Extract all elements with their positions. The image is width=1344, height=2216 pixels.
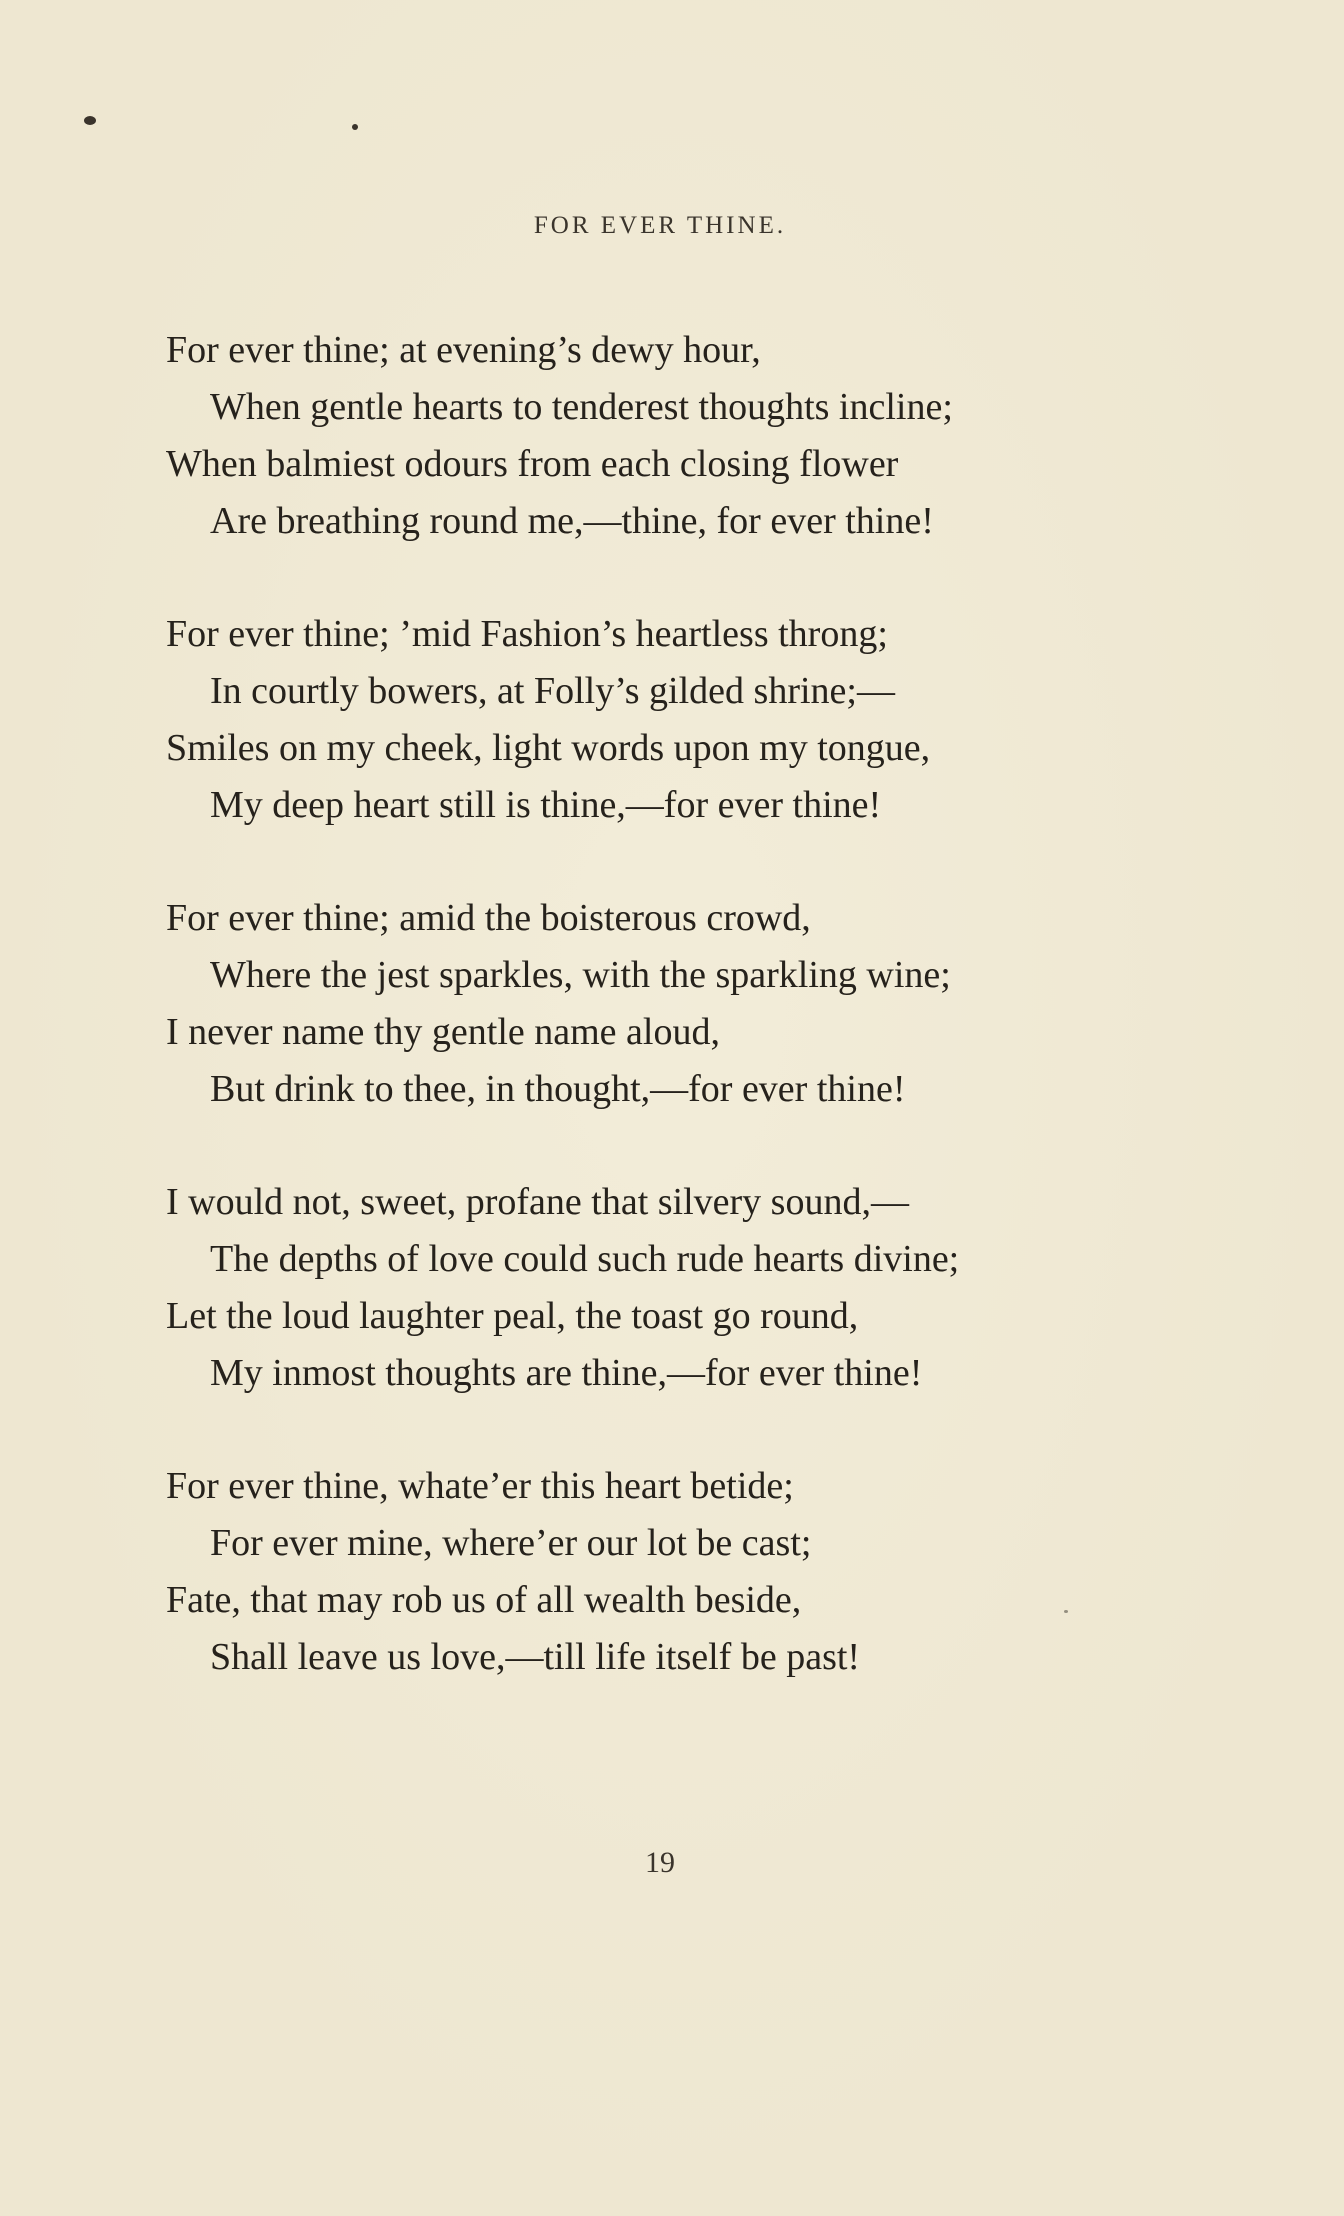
page-number: 19 bbox=[645, 1846, 675, 1879]
poem-line: My deep heart still is thine,—for ever thine! bbox=[210, 784, 882, 826]
poem-line: Smiles on my cheek, light words upon my tongue, bbox=[166, 727, 931, 769]
poem-line: Where the jest sparkles, with the sparkling wine; bbox=[210, 954, 951, 996]
poem-line: In courtly bowers, at Folly’s gilded shrine;— bbox=[210, 670, 895, 712]
poem-line: For ever thine; amid the boisterous crowd, bbox=[166, 897, 811, 939]
poem-line: Shall leave us love,—till life itself be past! bbox=[210, 1636, 861, 1678]
stanza-1 bbox=[166, 322, 1286, 550]
stanza-2 bbox=[166, 606, 1286, 834]
poem-line: For ever thine; at evening’s dewy hour, bbox=[166, 329, 761, 371]
ink-speck bbox=[352, 124, 358, 130]
poem-line: Let the loud laughter peal, the toast go round, bbox=[166, 1295, 859, 1337]
poem-line: For ever thine, whate’er this heart betide; bbox=[166, 1465, 794, 1507]
stanza-5 bbox=[166, 1458, 1286, 1686]
poem-line: The depths of love could such rude hearts divine; bbox=[210, 1238, 960, 1280]
stanza-3 bbox=[166, 890, 1286, 1118]
poem bbox=[166, 322, 1286, 1742]
poem-line: Fate, that may rob us of all wealth beside, bbox=[166, 1579, 802, 1621]
poem-line: For ever mine, where’er our lot be cast; bbox=[210, 1522, 812, 1564]
poem-line: When balmiest odours from each closing flower bbox=[166, 443, 899, 485]
poem-line: When gentle hearts to tenderest thoughts incline; bbox=[210, 386, 953, 428]
poem-line: I would not, sweet, profane that silvery sound,— bbox=[166, 1181, 909, 1223]
ink-speck bbox=[84, 116, 96, 125]
poem-line: I never name thy gentle name aloud, bbox=[166, 1011, 720, 1053]
poem-line: My inmost thoughts are thine,—for ever thine! bbox=[210, 1352, 923, 1394]
running-head: FOR EVER THINE. bbox=[533, 212, 787, 239]
poem-line: But drink to thee, in thought,—for ever thine! bbox=[210, 1068, 906, 1110]
stanza-4 bbox=[166, 1174, 1286, 1402]
poem-line: For ever thine; ’mid Fashion’s heartless throng; bbox=[166, 613, 888, 655]
poem-line: Are breathing round me,—thine, for ever thine! bbox=[210, 500, 934, 542]
